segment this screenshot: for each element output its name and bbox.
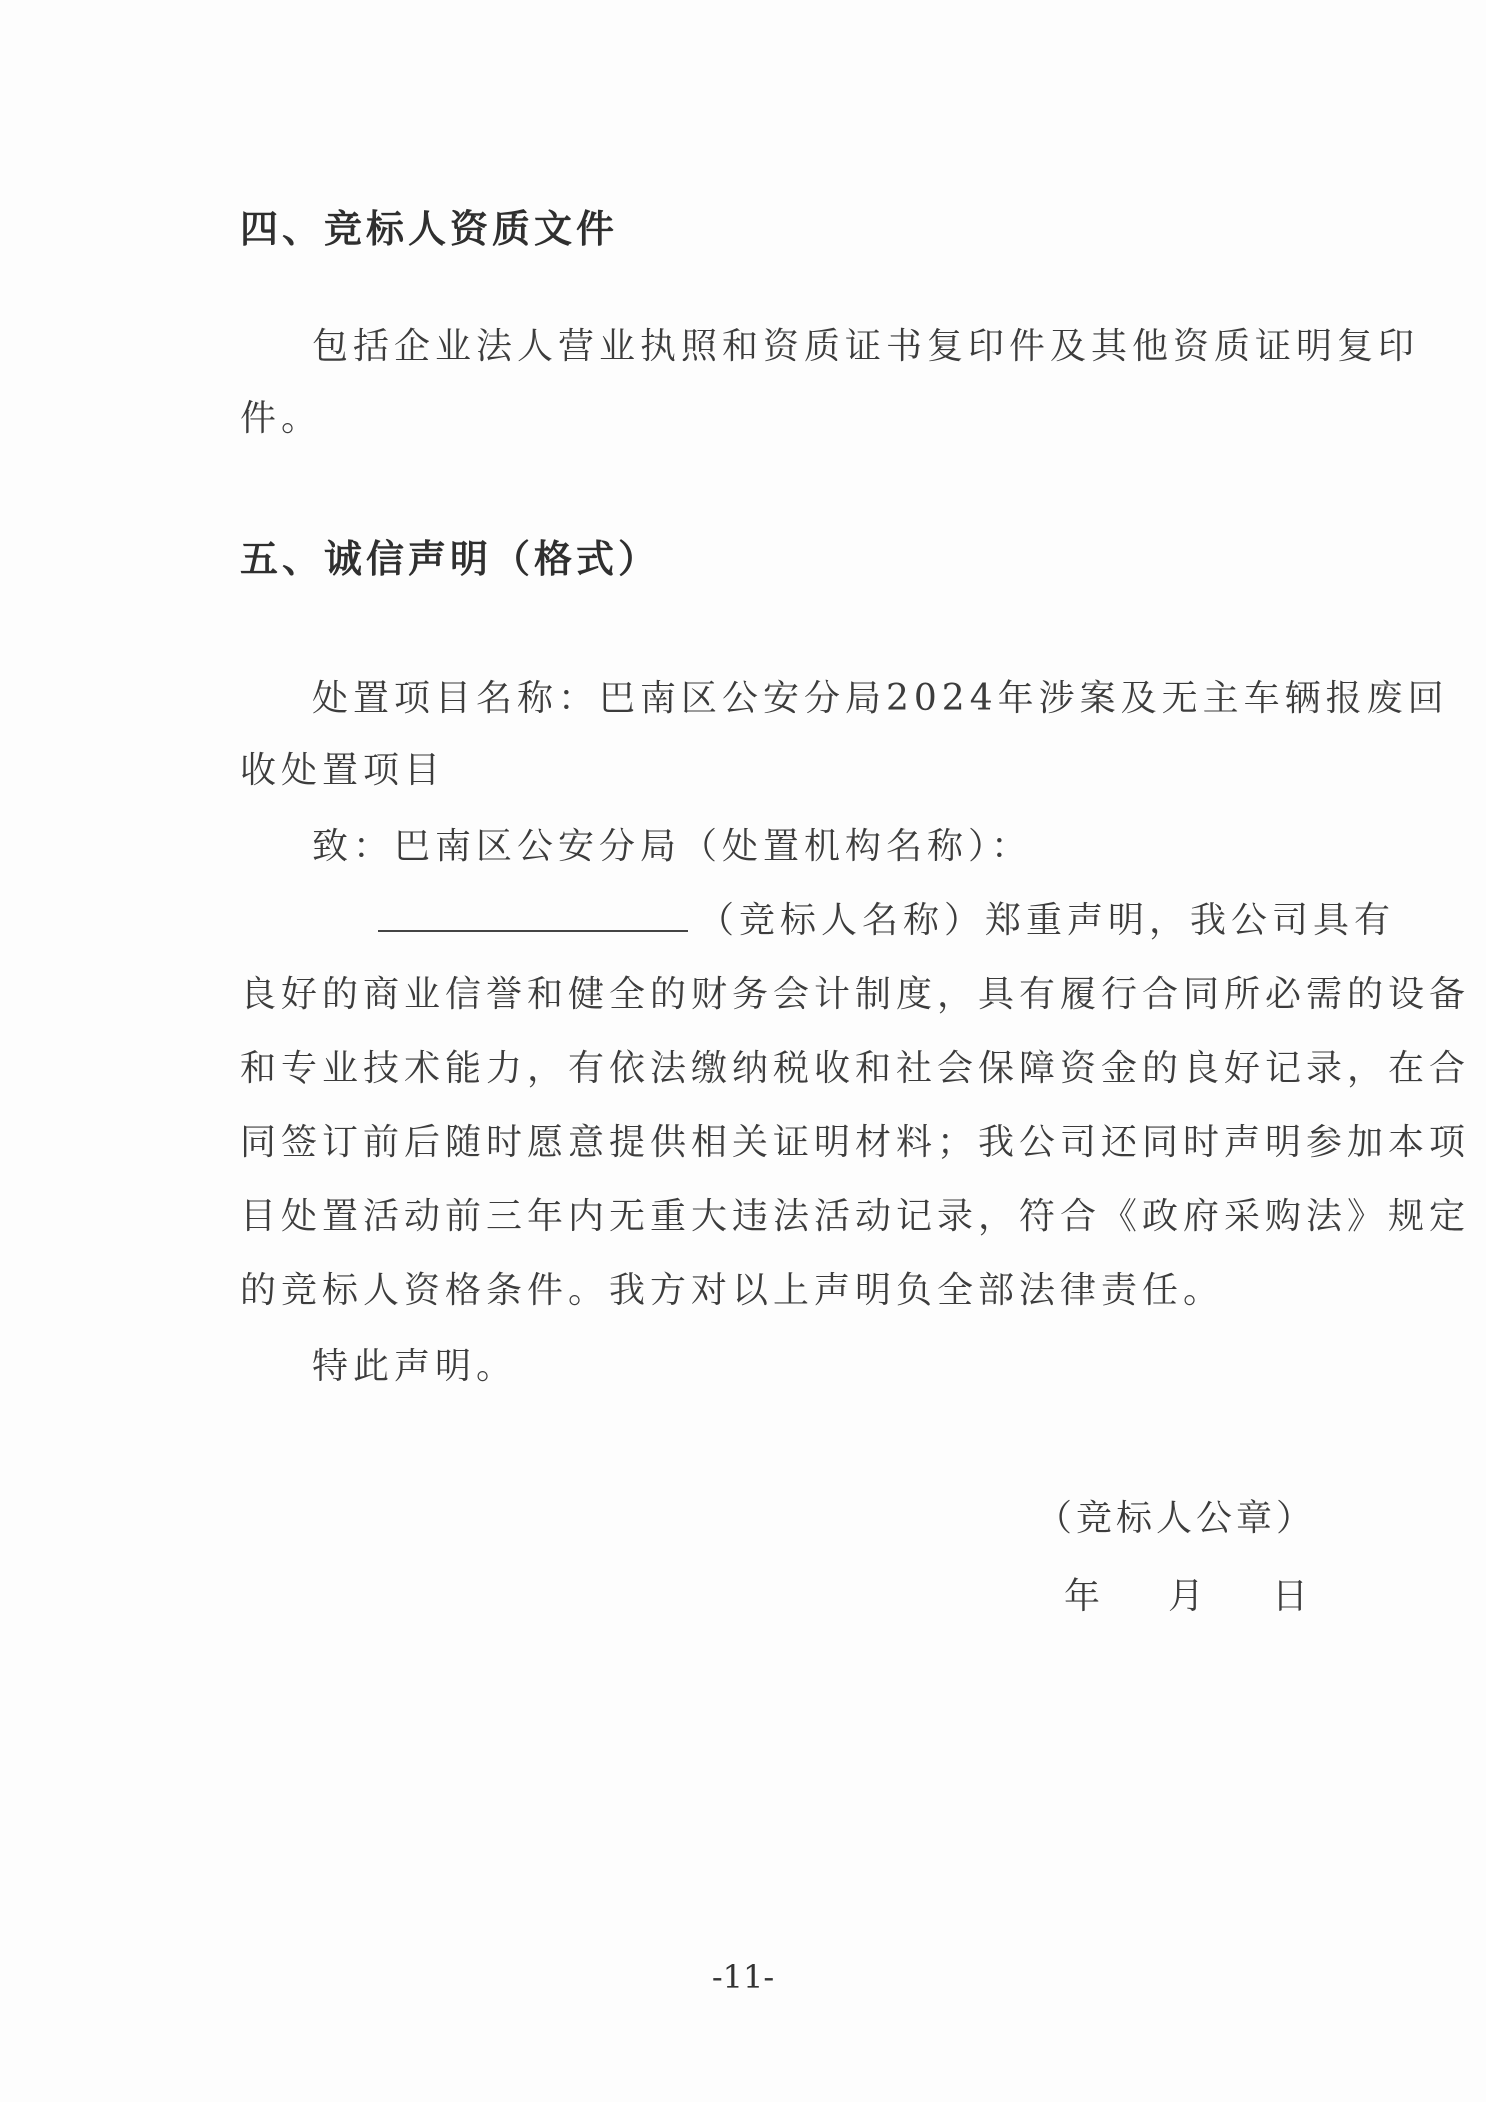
declaration-line-1 xyxy=(378,892,1395,943)
declaration-line-5: 目处置活动前三年内无重大违法活动记录，符合《政府采购法》规定 xyxy=(240,1196,1471,1237)
bidder-seal-label: （竞标人公章） xyxy=(1036,1498,1317,1539)
date-month-label: 月 xyxy=(1168,1576,1209,1617)
date-line xyxy=(1064,1568,1312,1619)
addressee-line: 致：巴南区公安分局（处置机构名称）： xyxy=(312,826,1033,867)
page-number: -11- xyxy=(711,1958,775,1996)
declaration-line-3: 和专业技术能力，有依法缴纳税收和社会保障资金的良好记录，在合 xyxy=(240,1048,1471,1089)
section-5-heading: 五、诚信声明（格式） xyxy=(240,537,661,581)
bidder-name-blank xyxy=(378,900,688,932)
declaration-line-1-text: （竞标人名称）郑重声明，我公司具有 xyxy=(698,900,1396,941)
declaration-line-4: 同签订前后随时愿意提供相关证明材料；我公司还同时声明参加本项 xyxy=(240,1122,1471,1163)
date-year-label: 年 xyxy=(1064,1576,1105,1617)
project-name-line-2: 收处置项目 xyxy=(240,750,446,791)
closing-statement: 特此声明。 xyxy=(312,1346,518,1387)
section-4-heading: 四、竞标人资质文件 xyxy=(240,207,619,251)
date-day-label: 日 xyxy=(1272,1576,1313,1617)
section-4-body-line-1: 包括企业法人营业执照和资质证书复印件及其他资质证明复印 xyxy=(312,326,1420,367)
section-4-body-line-2: 件。 xyxy=(240,398,323,439)
project-name-line-1: 处置项目名称：巴南区公安分局2024年涉案及无主车辆报废回 xyxy=(312,678,1449,719)
declaration-line-2: 良好的商业信誉和健全的财务会计制度，具有履行合同所必需的设备 xyxy=(240,974,1471,1015)
declaration-line-6: 的竞标人资格条件。我方对以上声明负全部法律责任。 xyxy=(240,1270,1225,1311)
